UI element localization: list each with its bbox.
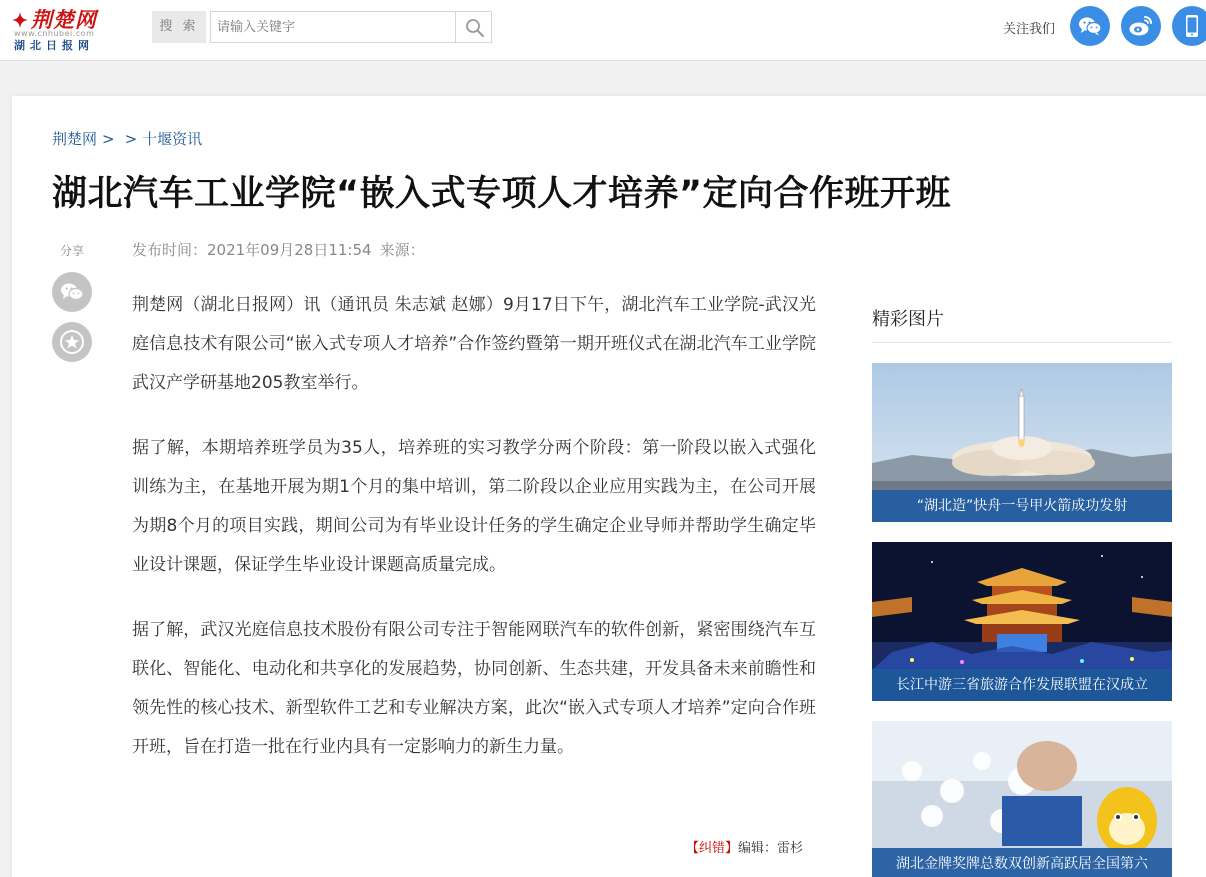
breadcrumb-home-link[interactable]: 荆楚网	[52, 130, 98, 148]
star-icon	[52, 322, 92, 362]
article-source: 来源：	[379, 241, 425, 259]
sidebar-title: 精彩图片	[872, 309, 944, 330]
bracket-close: 】	[725, 841, 739, 856]
logo-subtitle: 湖北日报网	[14, 39, 94, 52]
featured-picture-rocket[interactable]	[872, 363, 1172, 522]
article-body	[132, 286, 816, 793]
top-header	[0, 0, 1206, 61]
sidebar-divider	[872, 342, 1172, 343]
logo-domain: www.cnhubei.com	[14, 29, 95, 38]
article-meta	[132, 239, 433, 260]
picture-caption: 湖北金牌奖牌总数双创新高跃居全国第六	[872, 848, 1172, 877]
article-paragraph: 据了解，武汉光庭信息技术股份有限公司专注于智能网联汽车的软件创新，紧密围绕汽车互联化、智能化、电动化和共享化的发展趋势，协同创新、生态共建，开发具备未来前瞻性和领先性的核心技术、新型软件工艺和专业解决方案，此次“嵌入式专项人才培养”定向合作班开班，旨在打造一批在行业内具有一定影响力的新生力量。	[132, 620, 816, 757]
site-logo[interactable]	[12, 4, 112, 50]
wechat-button[interactable]	[1070, 6, 1110, 46]
favorite-button[interactable]	[52, 322, 92, 362]
mobile-button[interactable]	[1172, 6, 1206, 46]
breadcrumb-separator: >	[124, 130, 138, 148]
publish-time: 发布时间：2021年09月28日11:54	[132, 241, 372, 259]
featured-picture-games[interactable]	[872, 721, 1172, 877]
breadcrumb-separator: >	[102, 130, 115, 148]
picture-caption: “湖北造”快舟一号甲火箭成功发射	[872, 490, 1172, 522]
search-button[interactable]	[455, 11, 492, 43]
share-wechat-button[interactable]	[52, 272, 92, 312]
article-title: 湖北汽车工业学院“嵌入式专项人才培养”定向合作班开班	[52, 174, 952, 214]
search-input[interactable]	[210, 11, 455, 43]
mobile-icon	[1172, 6, 1206, 46]
bracket-open: 【	[686, 841, 700, 856]
logo-mark-icon: ✦	[12, 10, 29, 32]
article-paragraph: 荆楚网（湖北日报网）讯（通讯员 朱志斌 赵娜）9月17日下午，湖北汽车工业学院-武汉光庭信息技术有限公司“嵌入式专项人才培养”合作签约暨第一期开班仪式在湖北汽车工业学院武汉产学研基地205教室举行。	[132, 295, 816, 393]
weibo-button[interactable]	[1121, 6, 1161, 46]
correction-link[interactable]: 纠错	[699, 841, 726, 856]
featured-picture-tower[interactable]	[872, 542, 1172, 701]
wechat-icon	[52, 272, 92, 312]
breadcrumb	[52, 128, 202, 149]
search-label: 搜 索	[152, 11, 206, 43]
weibo-icon	[1121, 6, 1161, 46]
editor-label: 编辑：雷杉	[738, 841, 804, 856]
article-footer	[686, 837, 803, 856]
picture-caption: 长江中游三省旅游合作发展联盟在汉成立	[872, 669, 1172, 701]
follow-us-label: 关注我们	[1003, 22, 1056, 37]
share-label: 分享	[60, 244, 85, 258]
article-paragraph: 据了解，本期培养班学员为35人，培养班的实习教学分两个阶段：第一阶段以嵌入式强化训练为主，在基地开展为期1个月的集中培训，第二阶段以企业应用实践为主，在公司开展为期8个月的项目实践，期间公司为有毕业设计任务的学生确定企业导师并帮助学生确定毕业设计课题，保证学生毕业设计课题高质量完成。	[132, 438, 816, 575]
logo-brand-text: 荆楚网	[30, 7, 97, 32]
breadcrumb-section-link[interactable]: 十堰资讯	[142, 130, 203, 148]
search-icon	[465, 18, 485, 38]
wechat-icon	[1070, 6, 1110, 46]
